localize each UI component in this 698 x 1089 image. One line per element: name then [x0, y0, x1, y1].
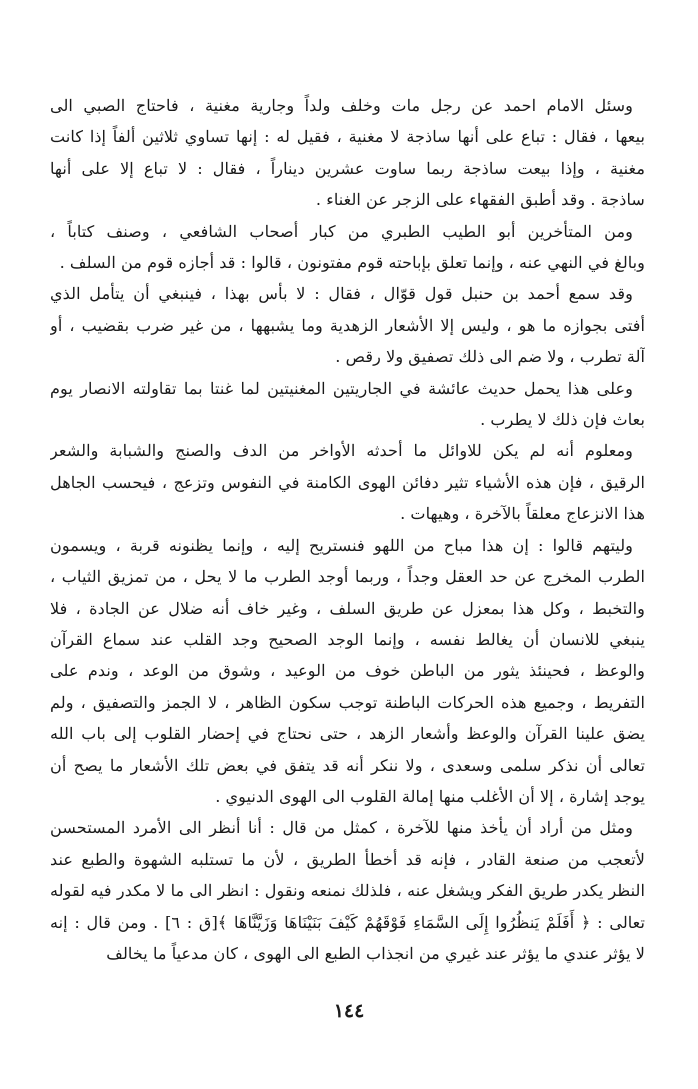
text-line: بيعها ، فقال : تباع على أنها ساذجة لا مغنية ، فقيل له : إنها تساوي ثلاثين ألفاً إذا كانت: [50, 127, 645, 147]
text-line: وقد سمع أحمد بن حنبل قول قوّال ، فقال : لا بأس بهذا ، فينبغي أن يتأمل الذي: [50, 284, 633, 304]
body-text: [50, 90, 645, 969]
text-line: يوجد إشارة ، إلا أن الأغلب منها إمالة القلوب الى الهوى الدنيوي .: [215, 786, 645, 806]
text-line: وبالغ في النهي عنه ، وإنما تعلق بإباحته قوم مفتونون ، قالوا : قد أجازه قوم من السلف .: [59, 253, 645, 273]
text-line: والوعظ ، فحينئذ يثور من الباطن خوف من الوعيد ، وشوق من الوعد ، وندم على: [50, 661, 645, 681]
text-line: هذا الانزعاج معلقاً بالآخرة ، وهيهات .: [400, 504, 645, 524]
page-number: ١٤٤: [333, 1000, 365, 1022]
text-line: بعاث فإن ذلك لا يطرب .: [480, 410, 645, 430]
paragraph: [50, 435, 645, 529]
paragraph: [50, 90, 645, 216]
text-line: آلة تطرب ، ولا ضم الى ذلك تصفيق ولا رقص .: [335, 347, 645, 367]
text-line: الطرب المخرج عن حد العقل وجداً ، وربما أوجد الطرب ما لا يحل ، من تمزيق الثياب ،: [50, 567, 645, 587]
paragraph: [50, 278, 645, 372]
text-line: ساذجة . وقد أطبق الفقهاء على الزجر عن الغناء .: [315, 190, 645, 210]
text-line: ومثل من أراد أن يأخذ منها للآخرة ، كمثل من قال : أنا أنظر الى الأمرد المستحسن: [50, 818, 633, 838]
text-line: التفريط ، وجميع هذه الحركات الباطنة توجب سكون الظاهر ، لا الجمز والتصفيق ، ولم: [50, 692, 645, 712]
text-line: الرقيق ، فإن هذه الأشياء تثير دفائن الهوى الكامنة في النفوس وتزعج ، فيحسب الجاهل: [50, 472, 645, 492]
text-line: وعلى هذا يحمل حديث عائشة في الجاريتين المغنيتين لما غنتا بما تقاولته الانصار يوم: [50, 378, 633, 398]
text-line: مغنية ، وإذا بيعت ساذجة ربما ساوت عشرين ديناراً ، فقال : لا تباع إلا على أنها: [50, 158, 645, 178]
text-line: تعالى : ﴿ أَفَلَمْ يَنظُرُوا إِلَى السَّمَاءِ فَوْقَهُمْ كَيْفَ بَنَيْنَاهَا وَزَيَّنَّاهَا ﴾[ق : ٦] . ومن قال : إنه: [50, 912, 645, 932]
text-line: يضق علينا القرآن والوعظ وأشعار الزهد ، حتى نحتاج في إحضار القلوب إلى باب الله: [50, 724, 645, 744]
text-line: وليتهم قالوا : إن هذا مباح من اللهو فنستريح إليه ، وإنما يظنونه قربة ، ويسمون: [50, 535, 633, 555]
text-line: لا يؤثر عندي ما يؤثر عند غيري من انجذاب الطبع الى الهوى ، كان مدعياً ما يخالف: [106, 943, 645, 963]
text-line: تعالى أن نذكر سلمى وسعدى ، ولا ننكر أنه قد يتفق في بعض تلك الأشعار ما يصح أن: [50, 755, 645, 775]
paragraph: [50, 530, 645, 813]
paragraph: [50, 373, 645, 436]
paragraph: [50, 216, 645, 279]
text-line: ينبغي للانسان أن يغالط نفسه ، وإنما الوجد الصحيح وجد القلب عند سماع القرآن: [50, 629, 645, 649]
text-line: ومعلوم أنه لم يكن للاوائل ما أحدثه الأواخر من الدف والصنج والشبابة والشعر: [50, 441, 633, 461]
paragraph: [50, 812, 645, 969]
text-line: وسئل الامام احمد عن رجل مات وخلف ولداً وجارية مغنية ، فاحتاج الصبي الى: [50, 96, 633, 115]
text-line: لأتعجب من صنعة القادر ، فإنه قد أخطأ الطريق ، لأن ما تستلبه الشهوة والطبع عند: [50, 849, 645, 869]
text-line: والتخبط ، وكل هذا بمعزل عن طريق السلف ، وغير خاف أنه ضلال عن الجادة ، فلا: [50, 598, 645, 618]
text-line: النظر يكدر طريق الفكر ويشغل عنه ، فلذلك نمنعه ونقول : انظر الى ما لا مكدر فيه لقوله: [50, 881, 645, 901]
text-line: ومن المتأخرين أبو الطيب الطبري من كبار أصحاب الشافعي ، وصنف كتاباً ،: [50, 221, 633, 241]
text-line: أفتى بجوازه ما هو ، وليس إلا الأشعار الزهدية وما يشبهها ، من غير ضرب بقضيب ، أو: [50, 315, 645, 335]
